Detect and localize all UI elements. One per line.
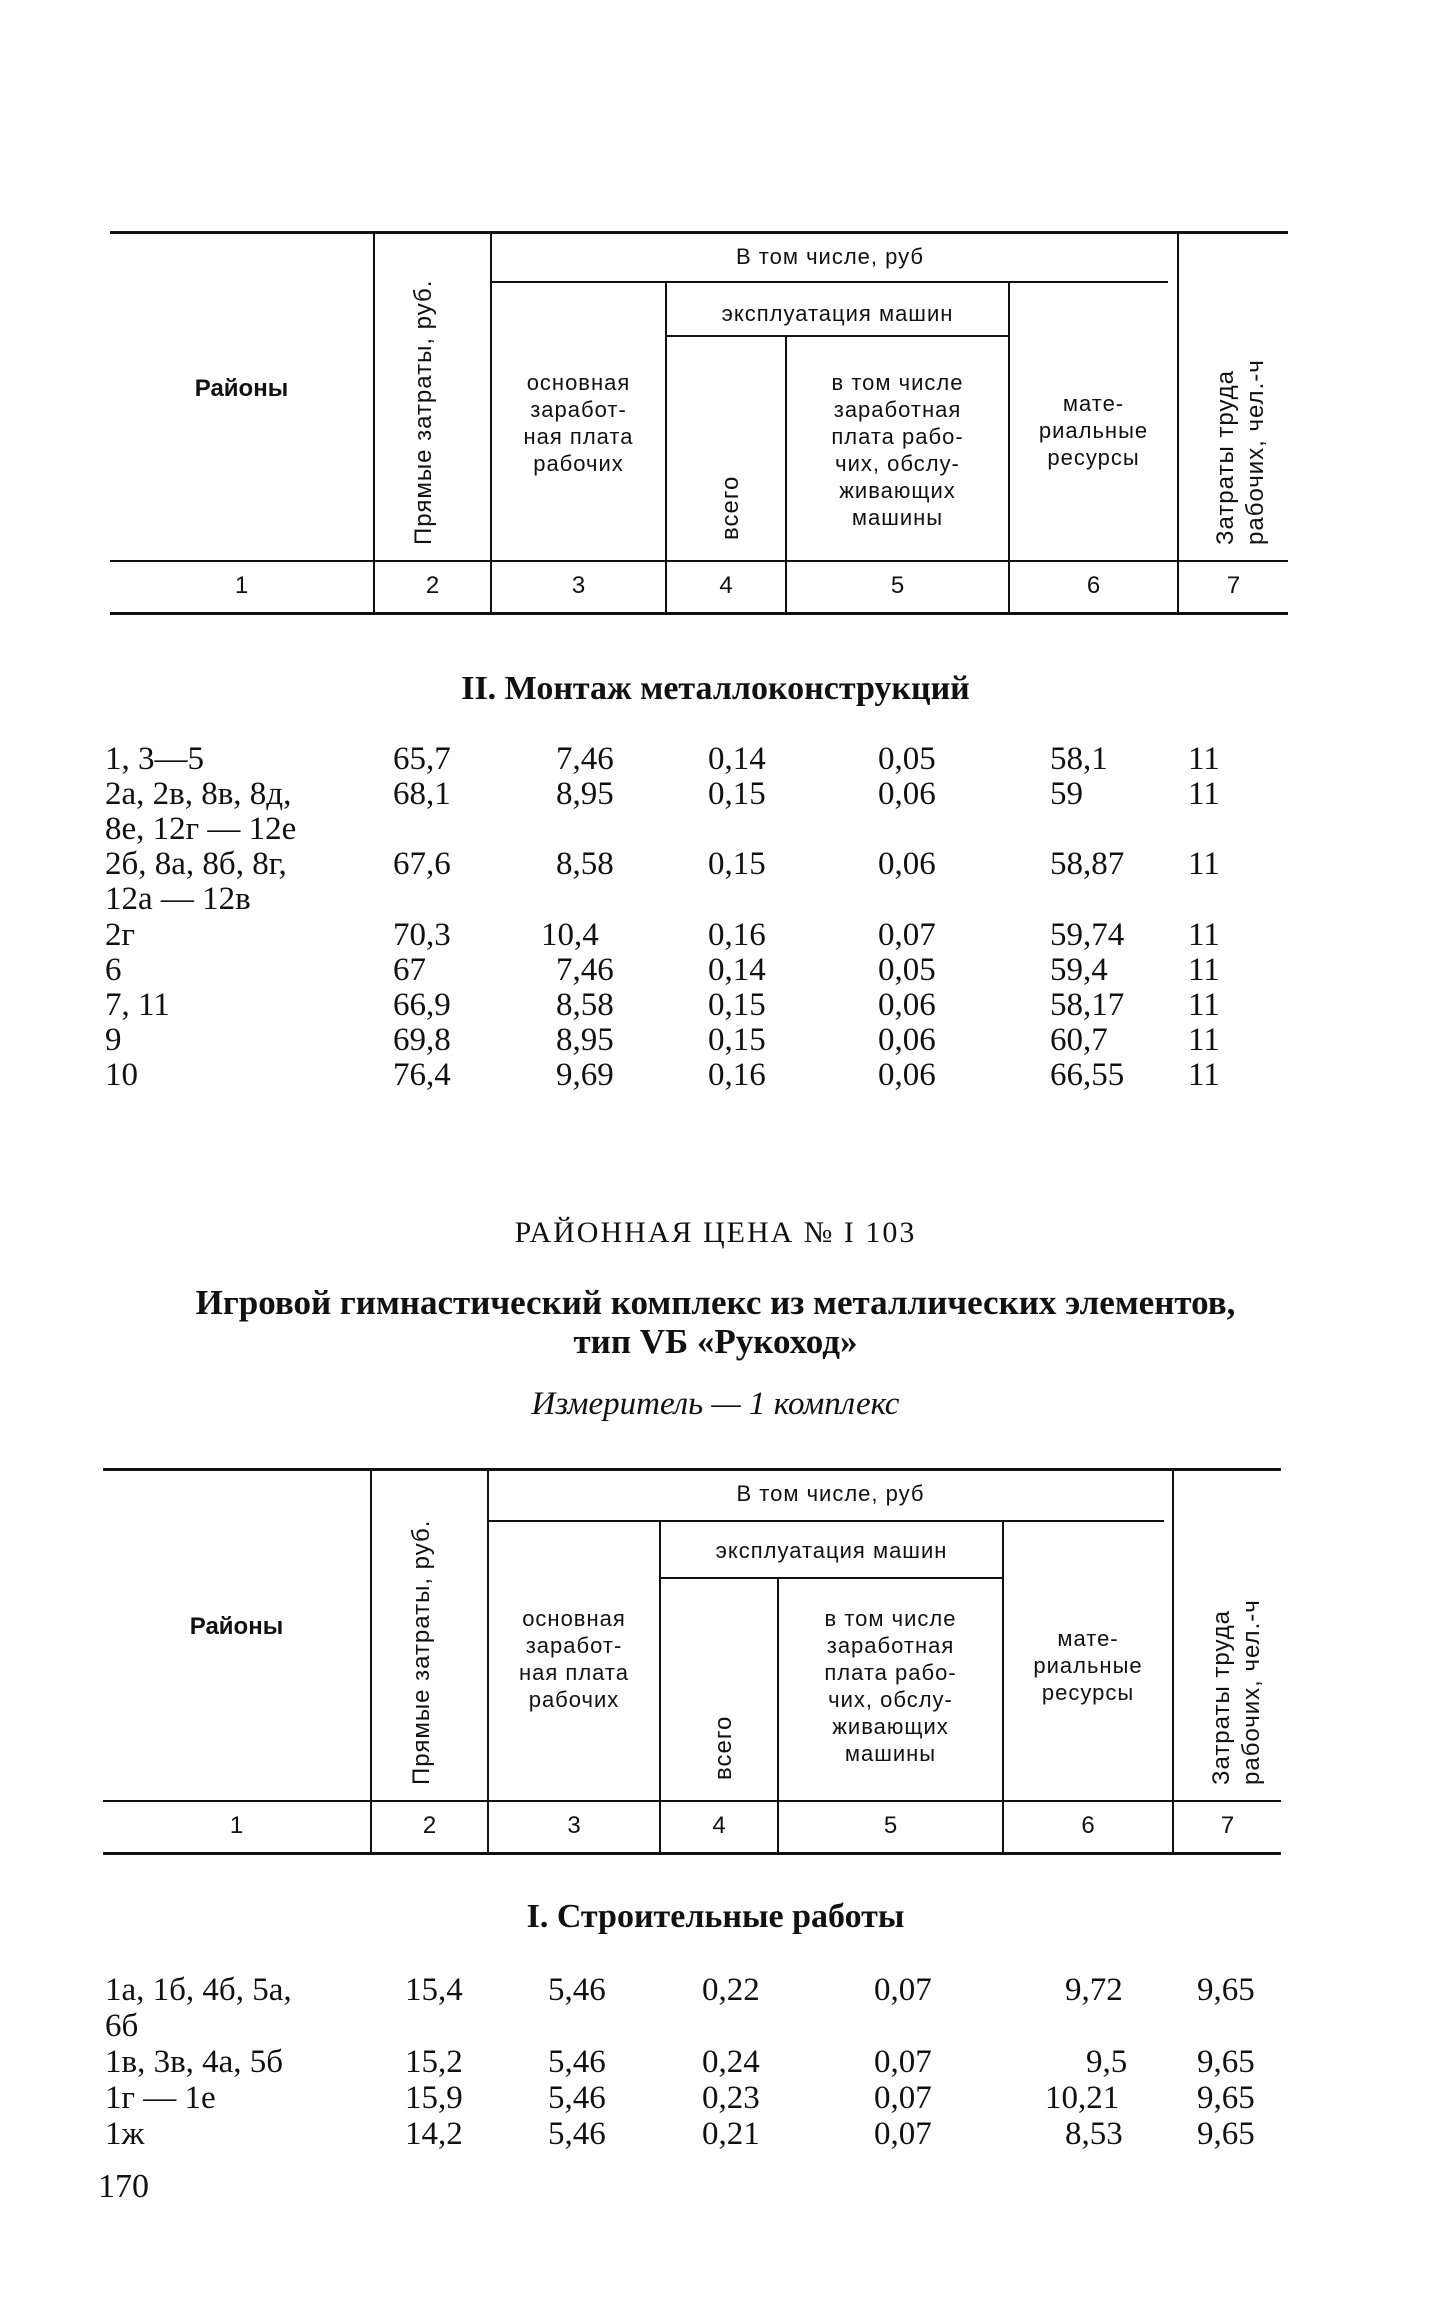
table-row-continuation: 6б (105, 2008, 139, 2044)
table-row-continuation: 8е, 12г — 12е (105, 811, 297, 847)
price-heading: РАЙОННАЯ ЦЕНА № I 103 (514, 1216, 917, 1249)
col-number-5: 5 (890, 572, 905, 599)
table-row: 2г 70,3 10,4 0,16 0,07 59,74 11 (105, 917, 1220, 953)
table-row: 1в, 3в, 4а, 5б 15,2 5,46 0,24 0,07 9,5 9,65 (105, 2044, 1255, 2080)
table-row: 6 67 7,46 0,14 0,05 59,4 11 (105, 952, 1220, 988)
section-title-metal-structures: II. Монтаж металлоконструкций (461, 670, 970, 707)
table-row-continuation: 12а — 12в (105, 881, 251, 917)
table-row: 1ж 14,2 5,46 0,21 0,07 8,53 9,65 (105, 2116, 1255, 2152)
col-number-1: 1 (229, 1812, 244, 1839)
main-title-line2: тип VБ «Рукоход» (573, 1322, 858, 1361)
col-number-3: 3 (571, 572, 586, 599)
col-number-6: 6 (1086, 572, 1101, 599)
header-labor-line2: рабочих, чел.-ч (1238, 1599, 1265, 1785)
header-districts: Районы (189, 1613, 284, 1640)
header-materials: мате- риальные ресурсы (1033, 1626, 1143, 1705)
table-row: 2б, 8а, 8б, 8г, 67,6 8,58 0,15 0,06 58,87 11 (105, 846, 1220, 882)
header-labor-line1: Затраты труда (1212, 369, 1239, 545)
measure-unit: Измеритель — 1 комплекс (531, 1386, 900, 1422)
header-base-wage: основная заработ- ная плата рабочих (519, 1606, 629, 1712)
header-including: В том числе, руб (736, 1481, 925, 1506)
header-districts: Районы (194, 375, 289, 402)
col-number-4: 4 (712, 1812, 726, 1839)
col-number-5: 5 (883, 1812, 898, 1839)
header-including-wage: в том числе заработная плата рабо- чих, обслу- живающих машины (831, 370, 964, 530)
col-number-2: 2 (425, 572, 440, 599)
header-labor-line2: рабочих, чел.-ч (1242, 359, 1269, 545)
header-direct-costs: Прямые затраты, руб. (410, 279, 437, 545)
col-number-7: 7 (1220, 1812, 1235, 1839)
col-number-3: 3 (567, 1812, 581, 1839)
header-total: всего (710, 1715, 737, 1780)
col-number-4: 4 (719, 572, 733, 599)
header-materials: мате- риальные ресурсы (1038, 391, 1149, 470)
col-number-1: 1 (234, 572, 249, 599)
header-direct-costs: Прямые затраты, руб. (408, 1519, 435, 1785)
table-row: 7, 11 66,9 8,58 0,15 0,06 58,17 11 (105, 987, 1220, 1023)
col-number-7: 7 (1226, 572, 1241, 599)
header-machine-operation: эксплуатация машин (721, 301, 954, 326)
table-row: 9 69,8 8,95 0,15 0,06 60,7 11 (105, 1022, 1220, 1058)
header-base-wage: основная заработ- ная плата рабочих (523, 370, 634, 476)
col-number-6: 6 (1081, 1812, 1095, 1839)
main-title-line1: Игровой гимнастический комплекс из металлических элементов, (195, 1283, 1236, 1322)
section-title-construction: I. Строительные работы (526, 1898, 905, 1935)
col-number-2: 2 (422, 1812, 437, 1839)
table-row: 1г — 1е 15,9 5,46 0,23 0,07 10,21 9,65 (105, 2080, 1255, 2116)
header-including-wage: в том числе заработная плата рабо- чих, обслу- живающих машины (824, 1606, 957, 1766)
header-including: В том числе, руб (736, 244, 924, 269)
header-machine-operation: эксплуатация машин (715, 1538, 948, 1563)
header-total: всего (717, 475, 744, 540)
table-row: 2а, 2в, 8в, 8д, 68,1 8,95 0,15 0,06 59 11 (105, 776, 1220, 812)
page-number: 170 (98, 2168, 149, 2205)
table-row: 1, 3—5 65,7 7,46 0,14 0,05 58,1 11 (105, 741, 1220, 777)
table-row: 10 76,4 9,69 0,16 0,06 66,55 11 (105, 1057, 1220, 1093)
table-row: 1а, 1б, 4б, 5а, 15,4 5,46 0,22 0,07 9,72 9,65 (105, 1972, 1255, 2008)
header-labor-line1: Затраты труда (1208, 1609, 1235, 1785)
